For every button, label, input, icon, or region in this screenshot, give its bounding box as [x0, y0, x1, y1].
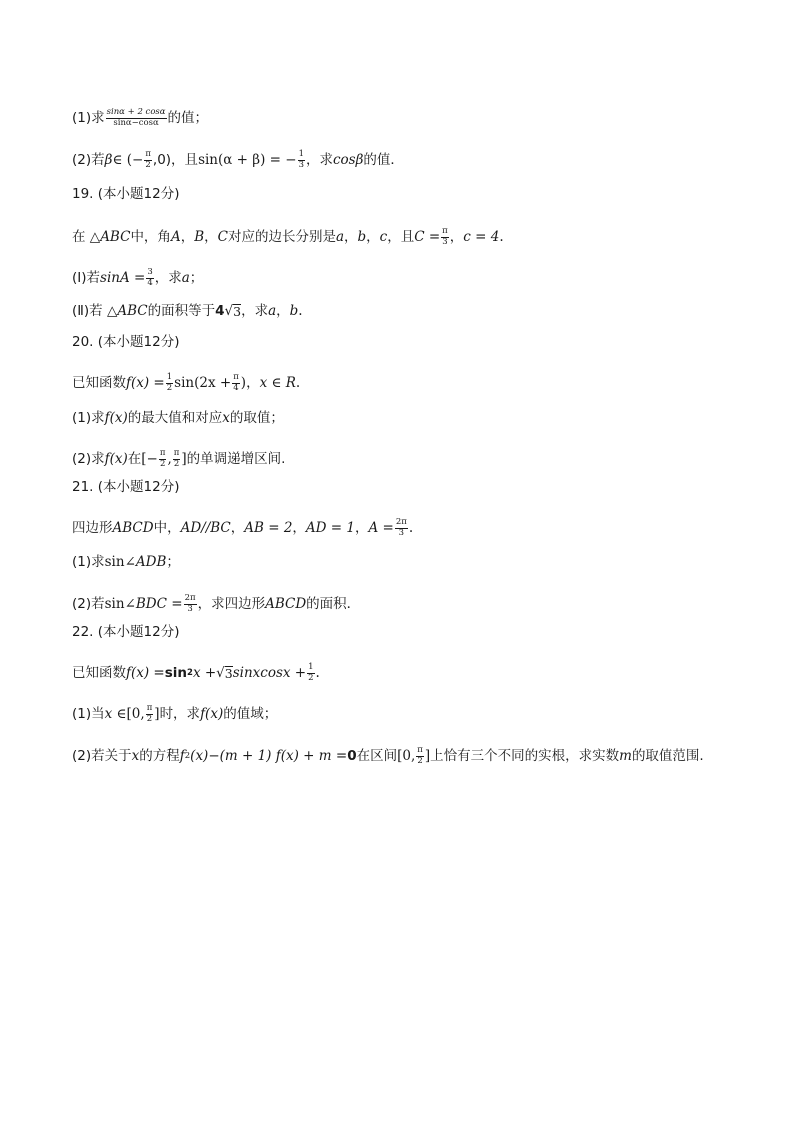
fraction-numerator: π — [442, 226, 448, 236]
fraction-numerator: 2π — [395, 517, 407, 527]
side-b: b — [289, 302, 299, 319]
angle-c: C — [217, 228, 228, 245]
domain-expression: x ∈ R — [259, 374, 296, 391]
separator: ， — [366, 228, 380, 245]
one-third-fraction — [298, 150, 305, 171]
q22-header-text: 22. (本小题12分) — [72, 624, 180, 640]
stem-text: 已知函数 — [72, 664, 126, 681]
stem-text: 的值域； — [223, 705, 278, 722]
side-a: a — [181, 269, 190, 286]
fraction-denominator: 2 — [308, 672, 314, 683]
coefficient: 4 — [215, 302, 225, 319]
fraction-numerator: 1 — [166, 372, 173, 382]
stem-text: 时，求 — [159, 705, 201, 722]
q18-part1-tail: 的值； — [167, 109, 209, 126]
fraction-numerator: π — [145, 149, 151, 159]
period: . — [298, 302, 303, 319]
q19-header — [72, 188, 179, 202]
quadrilateral-name: ABCD — [112, 519, 154, 536]
interval-open: [0, — [397, 747, 416, 764]
q18-part1-label: (1)求 — [72, 109, 105, 126]
q22-part1 — [72, 704, 277, 725]
stem-text: 的最大值和对应 — [127, 410, 223, 426]
q18-part1 — [72, 108, 208, 129]
function-f: f(x) — [200, 705, 224, 722]
sqrt-radicand: 3 — [233, 304, 242, 319]
pi-over-2-fraction — [416, 746, 424, 767]
square-exponent: 2 — [187, 668, 193, 679]
separator: ， — [230, 519, 245, 536]
pi-over-4-fraction — [232, 373, 240, 394]
quadrilateral-name: ABCD — [265, 595, 307, 612]
q20-header — [72, 336, 179, 350]
side-ad: AD = 1 — [305, 519, 355, 536]
interval-open: ∈ (− — [112, 151, 144, 168]
side-c: c — [379, 228, 388, 245]
q20-part1 — [72, 412, 284, 426]
stem-text: 在 △ — [72, 228, 101, 245]
fraction-denominator: 2 — [173, 458, 180, 469]
fraction-denominator: 2 — [417, 755, 423, 766]
stem-text: 的面积． — [306, 595, 361, 612]
part-label: (1)求 — [72, 554, 105, 570]
q18-part1-fraction — [106, 108, 167, 129]
separator: , — [167, 450, 172, 467]
fraction-numerator: π — [173, 448, 180, 458]
separator: ， — [246, 374, 260, 391]
square-exponent: 2 — [184, 751, 191, 762]
stem-text: 在区间 — [356, 747, 398, 764]
q21-part2 — [72, 594, 360, 615]
fraction-denominator: 3 — [442, 236, 448, 247]
interval-close: ] — [181, 450, 187, 467]
q22-part2 — [72, 746, 704, 767]
q19-stem — [72, 227, 504, 248]
period: . — [408, 519, 414, 536]
pi-over-2-fraction — [144, 150, 152, 171]
sqrt-sign: √ — [216, 664, 225, 681]
interval-close: ] — [154, 705, 160, 722]
side-a: a — [268, 302, 277, 319]
q18-part2-tail: 的值． — [363, 151, 404, 168]
pi-over-2-fraction — [146, 704, 154, 725]
sine-angle: sin∠ — [104, 554, 136, 570]
ask-text: ，求 — [154, 269, 182, 286]
part-label: (1)当 — [72, 705, 105, 722]
stem-text: 已知函数 — [72, 374, 126, 391]
beta-symbol: β — [104, 151, 113, 168]
fraction-denominator: sinα−cosα — [113, 117, 159, 128]
cos-beta: cosβ — [332, 151, 364, 168]
fraction-denominator: 2 — [166, 382, 173, 393]
fraction-numerator: π — [417, 745, 423, 755]
separator: ， — [180, 228, 195, 245]
triangle-name: ABC — [100, 228, 131, 245]
sqrt-radicand: 3 — [224, 666, 233, 682]
function-f: f — [179, 747, 185, 764]
side-ab: AB = 2 — [244, 519, 293, 536]
variable-x: x ∈ — [104, 705, 127, 722]
interval-open: [− — [141, 450, 158, 467]
sin-a: sinA = — [100, 269, 146, 286]
two-pi-over-3-fraction — [395, 518, 408, 539]
separator: ， — [204, 228, 218, 245]
fraction-numerator: π — [233, 372, 239, 382]
three-quarters-fraction — [146, 268, 153, 289]
function-f: f(x) — [104, 410, 128, 426]
separator: ， — [344, 228, 358, 245]
sine-squared: sin — [164, 664, 188, 681]
part-label: (2)若关于 — [72, 747, 132, 764]
stem-text: 中，角 — [130, 228, 171, 245]
part-label: (2)若 — [72, 595, 105, 612]
fraction-denominator: 2 — [159, 458, 166, 469]
period: . — [295, 374, 301, 391]
q21-stem — [72, 518, 413, 539]
fraction-numerator: π — [146, 703, 153, 713]
close-paren: ) — [240, 374, 247, 391]
pi-over-2-fraction — [173, 449, 181, 470]
stem-text: 的取值范围. — [631, 747, 704, 764]
q18-part2-label: (2)若 — [72, 151, 105, 168]
q21-part1 — [72, 556, 180, 570]
q18-part2-ask: ，求 — [305, 151, 333, 168]
stem-text: 中， — [153, 519, 181, 536]
q19-part2 — [72, 304, 303, 319]
angle-adb: ADB — [135, 554, 167, 570]
fraction-denominator: 3 — [187, 603, 193, 614]
parallel-condition: AD//BC — [180, 519, 231, 536]
angle-a: A = — [368, 519, 394, 536]
c-equals: C = — [414, 228, 441, 245]
function-f: f(x) — [104, 450, 128, 467]
side-b: b — [357, 228, 367, 245]
q19-part1 — [72, 268, 203, 289]
stem-text: 四边形 — [72, 519, 113, 536]
separator: ， — [354, 519, 369, 536]
variable-x: x + — [192, 664, 217, 681]
separator: ， — [292, 519, 306, 536]
fraction-denominator: 3 — [298, 159, 304, 170]
ask-text: ，求 — [241, 302, 269, 319]
stem-text: ，且 — [387, 228, 415, 245]
fraction-numerator: π — [159, 448, 166, 458]
separator: ， — [276, 302, 290, 319]
part-label: (1)求 — [72, 410, 105, 426]
sine-expression: sin(2x + — [174, 374, 232, 391]
stem-text: 的取值； — [229, 410, 284, 426]
sqrt-sign: √ — [224, 302, 234, 319]
fraction-denominator: 2 — [146, 713, 153, 724]
fraction-denominator: 4 — [233, 382, 239, 393]
period: . — [315, 664, 320, 681]
triangle-name: ABC — [117, 302, 148, 319]
q22-header — [72, 626, 179, 640]
fraction-numerator: 3 — [147, 267, 153, 277]
q18-part2 — [72, 150, 404, 171]
interval-close: ,0)，且 — [152, 151, 199, 168]
variable-m: m — [619, 747, 632, 764]
pi-over-3-fraction — [441, 227, 449, 248]
period: . — [499, 228, 504, 245]
zero-value: 0 — [347, 747, 357, 764]
equation-expression: (x)−(m + 1) f(x) + m = — [190, 747, 348, 764]
fraction-numerator: sinα + 2 cosα — [106, 107, 166, 117]
sine-angle: sin∠ — [104, 595, 136, 612]
q20-header-text: 20. (本小题12分) — [72, 334, 180, 350]
stem-text: 的方程 — [139, 747, 180, 764]
two-pi-over-3-fraction — [184, 594, 197, 615]
separator: ； — [166, 554, 180, 570]
fraction-numerator: 1 — [308, 662, 314, 672]
angle-a: A — [170, 228, 181, 245]
q21-header-text: 21. (本小题12分) — [72, 479, 180, 495]
variable-x: x — [222, 410, 230, 426]
stem-text: ，求四边形 — [197, 595, 266, 612]
interval-open: [0, — [126, 705, 145, 722]
function-f: f(x) = — [126, 374, 165, 391]
pi-over-2-fraction — [159, 449, 167, 470]
trig-product: sinxcosx + — [232, 664, 307, 681]
stem-text: 在 — [127, 450, 142, 467]
part-label: (Ⅰ)若 — [72, 269, 101, 286]
one-half-fraction — [307, 663, 314, 684]
part-label: (2)求 — [72, 450, 105, 467]
side-a: a — [335, 228, 345, 245]
area-text: 的面积等于 — [147, 302, 216, 319]
fraction-numerator: 2π — [184, 593, 196, 603]
stem-text: 上恰有三个不同的实根，求实数 — [430, 747, 620, 764]
q22-stem — [72, 663, 320, 684]
separator: ， — [449, 228, 464, 245]
fraction-numerator: 1 — [298, 149, 304, 159]
stem-text: 对应的边长分别是 — [227, 228, 336, 245]
part-label: (Ⅱ)若 △ — [72, 302, 118, 319]
q20-part2 — [72, 449, 285, 470]
fraction-denominator: 4 — [147, 277, 153, 288]
one-half-fraction — [166, 373, 173, 394]
fraction-denominator: 2 — [145, 159, 151, 170]
separator: ； — [189, 269, 204, 286]
q21-header — [72, 481, 179, 495]
angle-bdc: BDC = — [135, 595, 183, 612]
sine-expression: sin(α + β) = − — [198, 151, 297, 168]
c-value: c = 4 — [463, 228, 500, 245]
fraction-denominator: 3 — [398, 527, 405, 538]
angle-b: B — [194, 228, 205, 245]
variable-x: x — [131, 747, 140, 764]
function-f: f(x) = — [126, 664, 165, 681]
stem-text: 的单调递增区间. — [186, 450, 286, 467]
q19-header-text: 19. (本小题12分) — [72, 186, 180, 202]
q20-stem — [72, 373, 300, 394]
interval-close: ] — [424, 747, 431, 764]
